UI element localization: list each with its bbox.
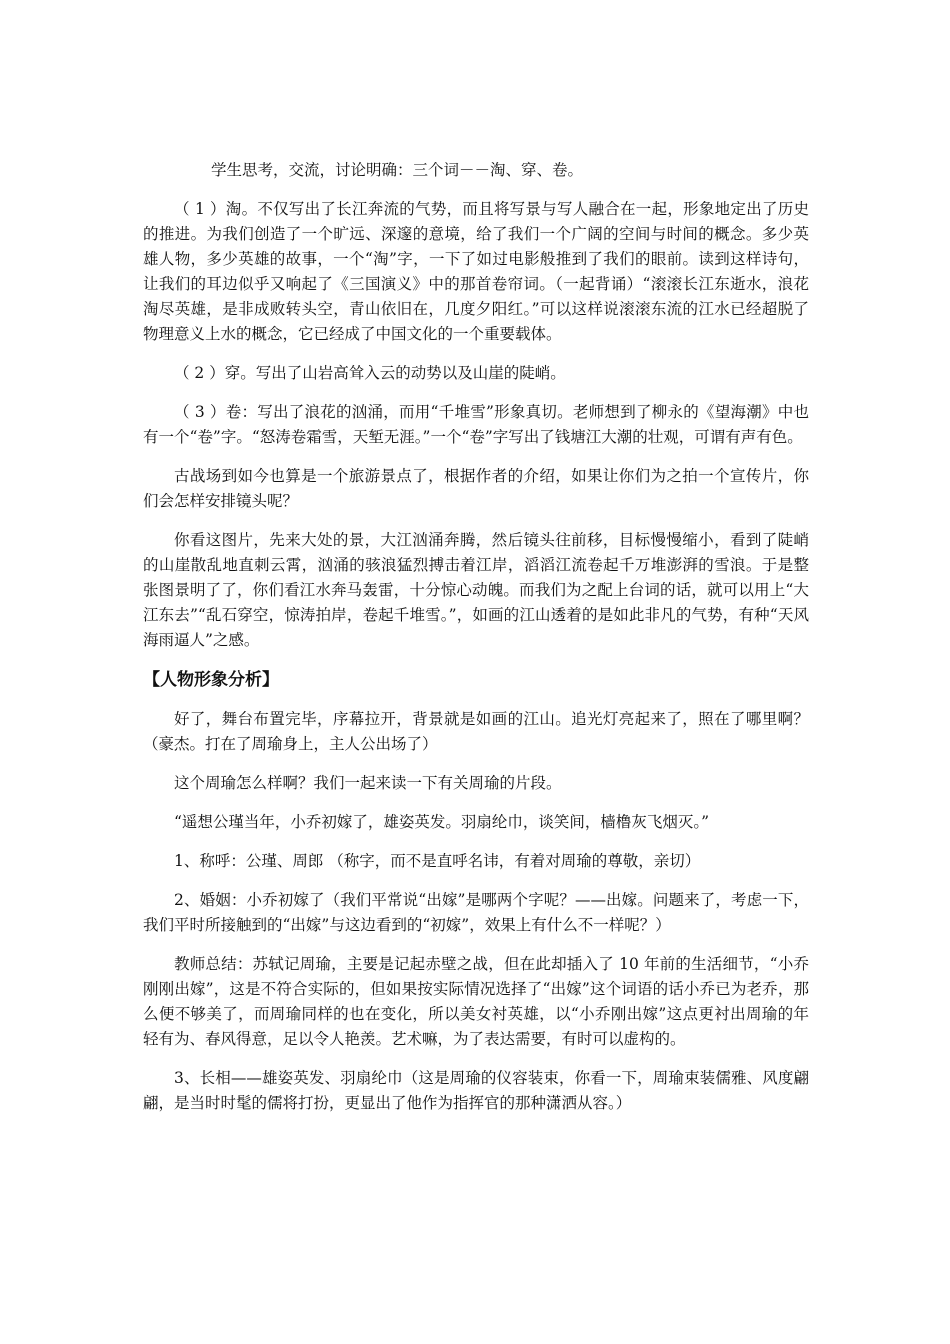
paragraph-point-marriage: 2、婚姻：小乔初嫁了（我们平常说“出嫁”是哪两个字呢？——出嫁。问题来了，考虑一下，我们平时所接触到的“出嫁”与这边看到的“初嫁”，效果上有什么不一样呢？） — [143, 891, 809, 934]
paragraph-reading-prompt: 这个周瑜怎么样啊？我们一起来读一下有关周瑜的片段。 — [174, 774, 562, 792]
document-body — [143, 158, 809, 1116]
paragraph-promo-question: 古战场到如今也算是一个旅游景点了，根据作者的介绍，如果让你们为之拍一个宣传片，你们会怎样安排镜头呢？ — [143, 467, 809, 510]
paragraph-stage-setup: 好了，舞台布置完毕，序幕拉开，背景就是如画的江山。追光灯亮起来了，照在了哪里啊？（豪杰。打在了周瑜身上，主人公出场了） — [143, 710, 809, 753]
paragraph-analysis-chuan: （ 2 ）穿。写出了山岩高耸入云的动势以及山崖的陡峭。 — [174, 364, 566, 382]
paragraph-analysis-juan: （ 3 ）卷：写出了浪花的汹涌，而用“千堆雪”形象真切。老师想到了柳永的《望海潮》中也有一个“卷”字。“怒涛卷霜雪，天堑无涯。”一个“卷”字写出了钱塘江大潮的壮观，可谓有声有色。 — [143, 403, 809, 446]
paragraph-discussion-summary: 学生思考，交流，讨论明确：三个词－－淘、穿、卷。 — [211, 161, 584, 179]
paragraph-analysis-tao: （ 1 ）淘。不仅写出了长江奔流的气势，而且将写景与写人融合在一起，形象地定出了历史的推进。为我们创造了一个旷远、深邃的意境，给了我们一个广阔的空间与时间的概念。多少英雄人物，多少英雄的故事，一个“淘”字，一下了如过电影般推到了我们的眼前。读到这样诗句，让我们的耳边似乎又响起了《三国演义》中的那首卷帘词。（一起背诵）“滚滚长江东逝水，浪花淘尽英雄，是非成败转头空，青山依旧在，几度夕阳红。”可以这样说滚滚东流的江水已经超脱了物理意义上水的概念，它已经成了中国文化的一个重要载体。 — [143, 200, 809, 343]
paragraph-point-appearance: 3、长相——雄姿英发、羽扇纶巾（这是周瑜的仪容装束，你看一下，周瑜束装儒雅、风度翩翩，是当时时髦的儒将打扮，更显出了他作为指挥官的那种潇洒从容。） — [143, 1069, 809, 1112]
paragraph-poem-quote: “遥想公瑾当年，小乔初嫁了，雄姿英发。羽扇纶巾，谈笑间，樯橹灰飞烟灭。” — [174, 813, 710, 831]
paragraph-teacher-summary: 教师总结：苏轼记周瑜，主要是记起赤壁之战，但在此却插入了 10 年前的生活细节，“小乔刚刚出嫁”，这是不符合实际的，但如果按实际情况选择了“出嫁”这个词语的话小乔已为老乔，那么便不够美了，而周瑜同样的也在变化，所以美女衬英雄，以“小乔刚出嫁”这点更衬出周瑜的年轻有为、春风得意，足以令人艳羡。艺术嘛，为了表达需要，有时可以虚构的。 — [143, 955, 809, 1048]
section-heading-character-analysis: 【人物形象分析】 — [143, 670, 279, 690]
paragraph-scene-description: 你看这图片，先来大处的景，大江汹涌奔腾，然后镜头往前移，目标慢慢缩小，看到了陡峭的山崖散乱地直刺云霄，汹涌的骇浪猛烈搏击着江岸，滔滔江流卷起千万堆澎湃的雪浪。于是整张图景明了了，你们看江水奔马轰雷，十分惊心动魄。而我们为之配上台词的话，就可以用上“大江东去”“乱石穿空，惊涛拍岸，卷起千堆雪。”，如画的江山透着的是如此非凡的气势，有种“天风海雨逼人”之感。 — [143, 531, 809, 649]
paragraph-point-address: 1、称呼：公瑾、周郎 （称字，而不是直呼名讳，有着对周瑜的尊敬，亲切） — [174, 852, 701, 870]
